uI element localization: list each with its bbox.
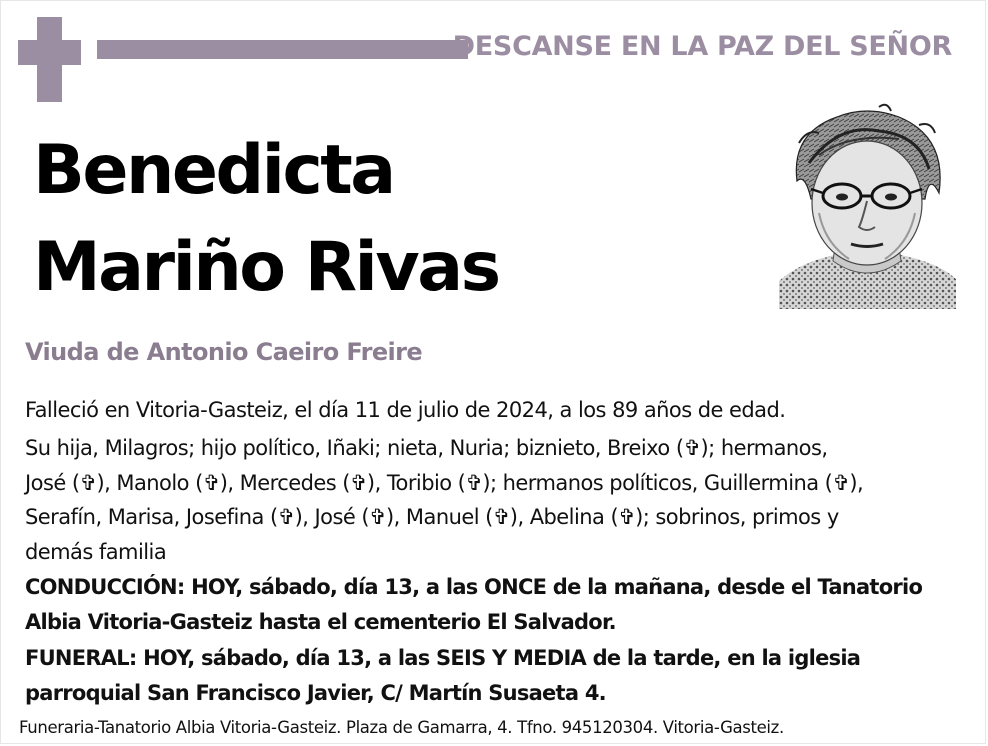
widow-of-line: Viuda de Antonio Caeiro Freire: [25, 338, 423, 366]
conduccion-paragraph: [25, 570, 965, 639]
conduccion-line: CONDUCCIÓN: HOY, sábado, día 13, a las ONCE de la mañana, desde el Tanatorio: [25, 575, 923, 599]
death-notice: Falleció en Vitoria-Gasteiz, el día 11 de julio de 2024, a los 89 años de edad.: [25, 398, 786, 422]
family-line: José (✞), Manolo (✞), Mercedes (✞), Toribio (✞); hermanos políticos, Guillermina (✞),: [25, 470, 864, 495]
family-paragraph: [25, 431, 965, 569]
funeral-line: FUNERAL: HOY, sábado, día 13, a las SEIS Y MEDIA de la tarde, en la iglesia: [25, 646, 861, 670]
funeral-paragraph: [25, 641, 965, 710]
funeral-home-footer: Funeraria-Tanatorio Albia Vitoria-Gasteiz. Plaza de Gamarra, 4. Tfno. 945120304. Vitoria-Gasteiz.: [19, 718, 784, 737]
header-divider-bar: [97, 40, 468, 59]
portrait-photo: [779, 103, 956, 309]
funeral-line: parroquial San Francisco Javier, C/ Martín Susaeta 4.: [25, 680, 606, 705]
header-title: DESCANSE EN LA PAZ DEL SEÑOR: [452, 31, 952, 62]
conduccion-line: Albia Vitoria-Gasteiz hasta el cementerio El Salvador.: [25, 609, 616, 634]
deceased-first-name: Benedicta: [33, 131, 394, 210]
family-line: Serafín, Marisa, Josefina (✞), José (✞), Manuel (✞), Abelina (✞); sobrinos, primos y: [25, 505, 839, 529]
cross-icon-arm: [18, 40, 81, 65]
family-line: Su hija, Milagros; hijo político, Iñaki; nieta, Nuria; biznieto, Breixo (✞); hermanos,: [25, 436, 828, 460]
family-line: demás familia: [25, 539, 167, 564]
deceased-surnames: Mariño Rivas: [33, 228, 499, 307]
